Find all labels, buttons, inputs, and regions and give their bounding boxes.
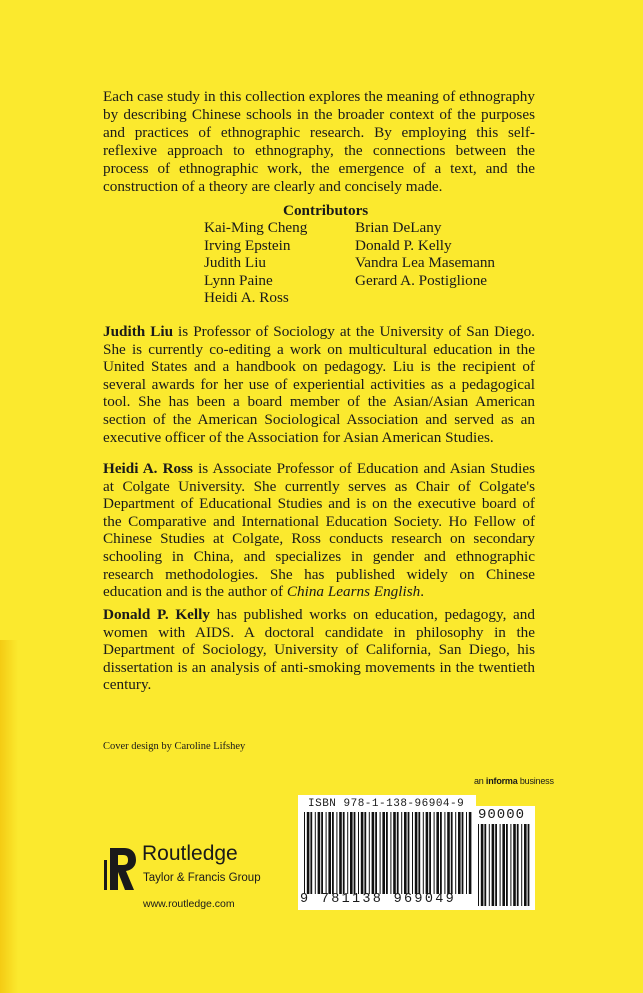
bio-text: is Associate Professor of Education and Asian Studies at Colgate University. She currently serves as Chair of Colgate's Department of Educational Studies and is on the executive board of the Comparative and International Education Society. Ho Fellow of Chinese Studies at Colgate, Ross conducts research on secondary schooling in China, and specializes in gender and ethnographic research methodologies. She has published widely on Chinese education and is the author of xyxy=(103,460,535,601)
bio-name: Donald P. Kelly xyxy=(103,606,210,623)
contributor-name: Vandra Lea Masemann xyxy=(355,254,496,271)
contributor-name: Heidi A. Ross xyxy=(204,289,289,306)
informa-business-tag: an informa business xyxy=(474,776,554,786)
contributors-column-left xyxy=(204,219,307,307)
contributor-name: Donald P. Kelly xyxy=(355,236,452,254)
bio-text: has published works on education, pedagogy, and women with AIDS. A doctoral candidate in philosophy in the Department of Sociology, University of California, San Diego, his dissertation is an analysis of anti-smoking movements in the twentieth century. xyxy=(103,606,535,694)
bio-donald-kelly xyxy=(103,606,535,694)
book-title: China Learns English xyxy=(286,583,421,601)
cover-edge-shade xyxy=(0,640,18,993)
intro-paragraph: Each case study in this collection explores the meaning of ethnography by describing Chinese schools in the broader context of the purposes and practices of ethnographic research. By employing this self-reflexive approach to ethnography, the connections between the process of ethnographic work, the emergence of a text, and the construction of a theory are clearly and concisely made. xyxy=(103,88,535,195)
barcode-bars xyxy=(304,812,472,894)
bio-name: Heidi A. Ross xyxy=(103,460,193,477)
bio-text-end: . xyxy=(420,583,425,601)
bio-text: is Professor of Sociology at the University of San Diego. She is currently co-editing a work on multicultural education in the United States and a handbook on pedagogy. Liu is the recipient of several awards for her use of experiential activities as a pedagogical tool. She has been a board member of the Asian/Asian American section of the American Sociological Association and served as an executive officer of the Association for Asian American Studies. xyxy=(103,323,535,446)
contributor-name: Kai-Ming Cheng xyxy=(204,219,308,236)
price-addon-barcode xyxy=(475,806,535,910)
contributors-column-right xyxy=(355,219,495,289)
cover-design-credit: Cover design by Caroline Lifshey xyxy=(103,741,246,752)
contributor-name: Irving Epstein xyxy=(204,236,291,254)
addon-number: 90000 xyxy=(478,807,526,823)
isbn-label: ISBN 978-1-138-96904-9 xyxy=(308,798,465,810)
bio-name: Judith Liu xyxy=(103,323,174,340)
contributor-name: Brian DeLany xyxy=(355,219,442,236)
publisher-website: www.routledge.com xyxy=(143,898,235,910)
publisher-group: Taylor & Francis Group xyxy=(143,872,261,884)
publisher-name: Routledge xyxy=(142,842,238,865)
barcode-number: 9 781138 969049 xyxy=(300,892,457,907)
contributors-heading: Contributors xyxy=(283,202,369,219)
contributor-name: Gerard A. Postiglione xyxy=(355,271,488,289)
informa-brand: informa xyxy=(485,776,518,786)
isbn-barcode xyxy=(298,795,476,910)
contributor-name: Judith Liu xyxy=(204,254,267,271)
bio-heidi-ross xyxy=(103,460,535,601)
bio-judith-liu xyxy=(103,323,535,446)
addon-barcode-bars xyxy=(478,824,532,906)
routledge-r-logo-icon xyxy=(104,846,138,892)
contributor-name: Lynn Paine xyxy=(204,271,273,289)
